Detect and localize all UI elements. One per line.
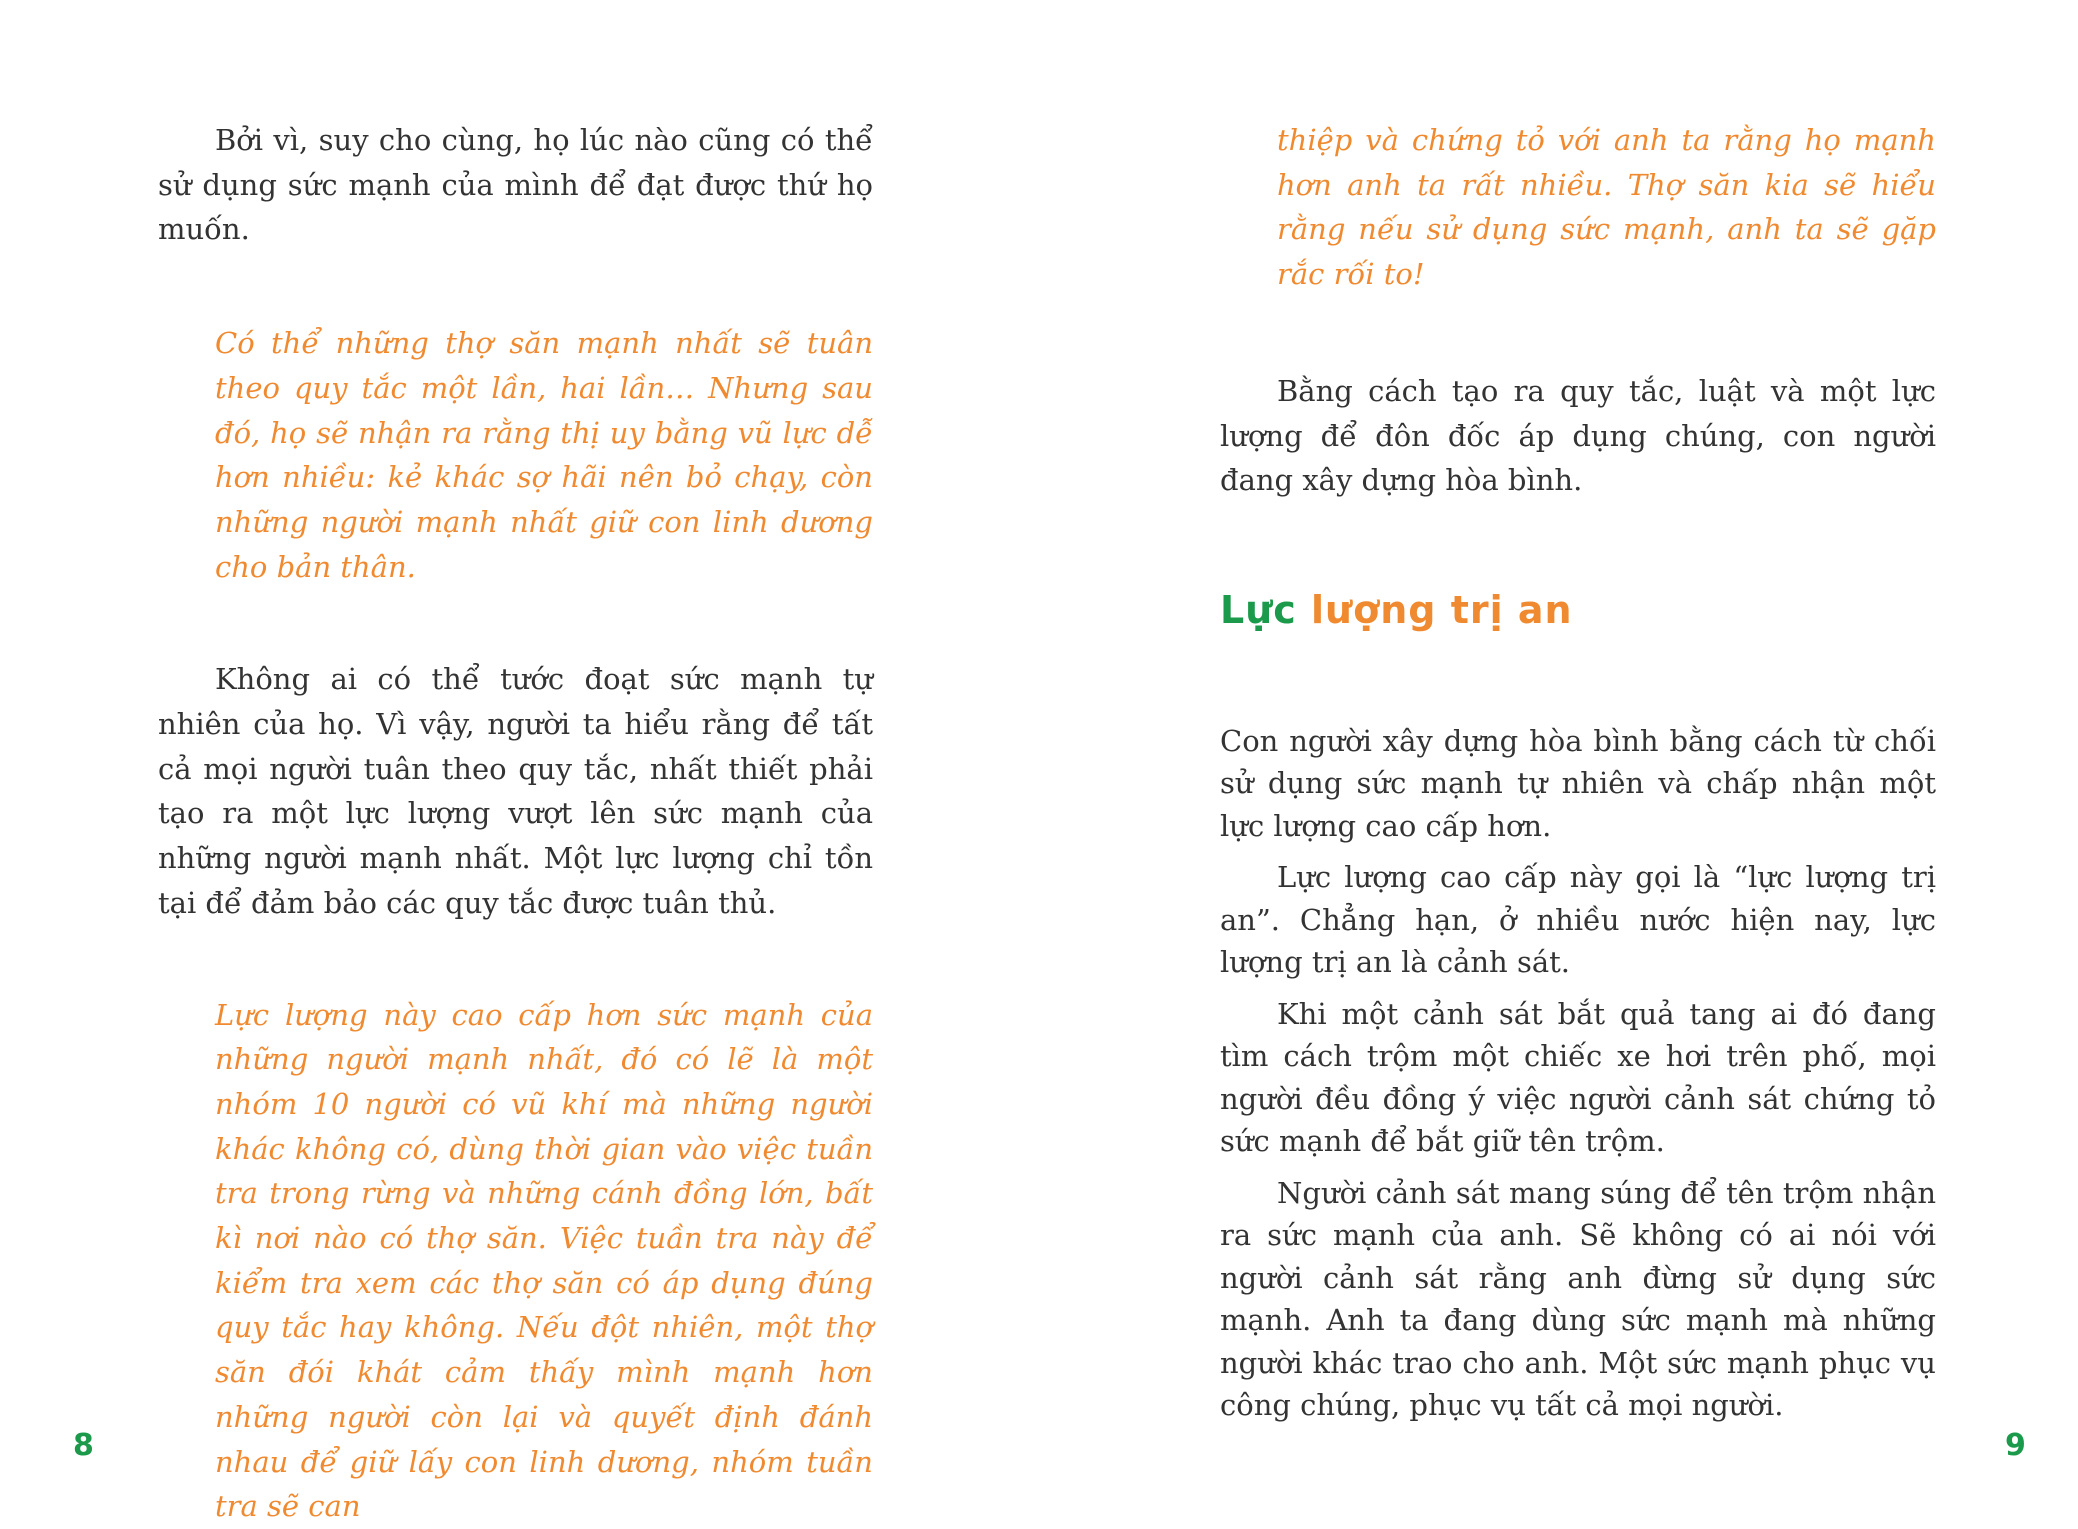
right-text-column (1220, 118, 1936, 1427)
left-paragraph-1: Bởi vì, suy cho cùng, họ lúc nào cũng có thể sử dụng sức mạnh của mình để đạt được thứ họ muốn. (158, 123, 873, 247)
right-paragraph-3: Lực lượng cao cấp này gọi là “lực lượng trị an”. Chẳng hạn, ở nhiều nước hiện nay, lực lượng trị an là cảnh sát. (1220, 860, 1936, 980)
right-quote-continued: thiệp và chứng tỏ với anh ta rằng họ mạnh hơn anh ta rất nhiều. Thợ săn kia sẽ hiểu rằng nếu sử dụng sức mạnh, anh ta sẽ gặp rắc rối to! (1277, 123, 1936, 292)
section-heading (1220, 580, 1936, 640)
page-number-left: 8 (73, 1428, 94, 1463)
left-text-column (158, 118, 873, 1529)
heading-orange-part: lượng trị an (1311, 587, 1573, 632)
left-quote-1: Có thể những thợ săn mạnh nhất sẽ tuân theo quy tắc một lần, hai lần… Nhưng sau đó, họ sẽ nhận ra rằng thị uy bằng vũ lực dễ hơn nhiều: kẻ khác sợ hãi nên bỏ chạy, còn những người mạnh nhất giữ con linh dương cho bản thân. (215, 326, 873, 584)
left-quote-2: Lực lượng này cao cấp hơn sức mạnh của những người mạnh nhất, đó có lẽ là một nhóm 10 người có vũ khí mà những người khác không có, dùng thời gian vào việc tuần tra trong rừng và những cánh đồng lớn, bất kì nơi nào có thợ săn. Việc tuần tra này để kiểm tra xem các thợ săn có áp dụng đúng quy tắc hay không. Nếu đột nhiên, một thợ săn đói khát cảm thấy mình mạnh hơn những người còn lại và quyết định đánh nhau để giữ lấy con linh dương, nhóm tuần tra sẽ can (215, 997, 873, 1524)
left-page (0, 0, 1039, 1528)
heading-green-part: Lực (1220, 587, 1297, 632)
left-paragraph-2: Không ai có thể tước đoạt sức mạnh tự nhiên của họ. Vì vậy, người ta hiểu rằng để tất cả mọi người tuân theo quy tắc, nhất thiết phải tạo ra một lực lượng vượt lên sức mạnh của những người mạnh nhất. Một lực lượng chỉ tồn tại để đảm bảo các quy tắc được tuân thủ. (158, 662, 873, 920)
page-number-right: 9 (2005, 1428, 2026, 1463)
right-paragraph-2: Con người xây dựng hòa bình bằng cách từ chối sử dụng sức mạnh tự nhiên và chấp nhận một lực lượng cao cấp hơn. (1220, 723, 1936, 843)
right-paragraph-4: Khi một cảnh sát bắt quả tang ai đó đang tìm cách trộm một chiếc xe hơi trên phố, mọi người đều đồng ý việc người cảnh sát chứng tỏ sức mạnh để bắt giữ tên trộm. (1220, 996, 1936, 1159)
right-paragraph-5: Người cảnh sát mang súng để tên trộm nhận ra sức mạnh của anh. Sẽ không có ai nói với người cảnh sát rằng anh đừng sử dụng sức mạnh. Anh ta đang dùng sức mạnh mà những người khác trao cho anh. Một sức mạnh phục vụ công chúng, phục vụ tất cả mọi người. (1220, 1175, 1936, 1423)
right-paragraph-1: Bằng cách tạo ra quy tắc, luật và một lực lượng để đôn đốc áp dụng chúng, con người đang xây dựng hòa bình. (1220, 373, 1936, 498)
right-page (1039, 0, 2078, 1528)
